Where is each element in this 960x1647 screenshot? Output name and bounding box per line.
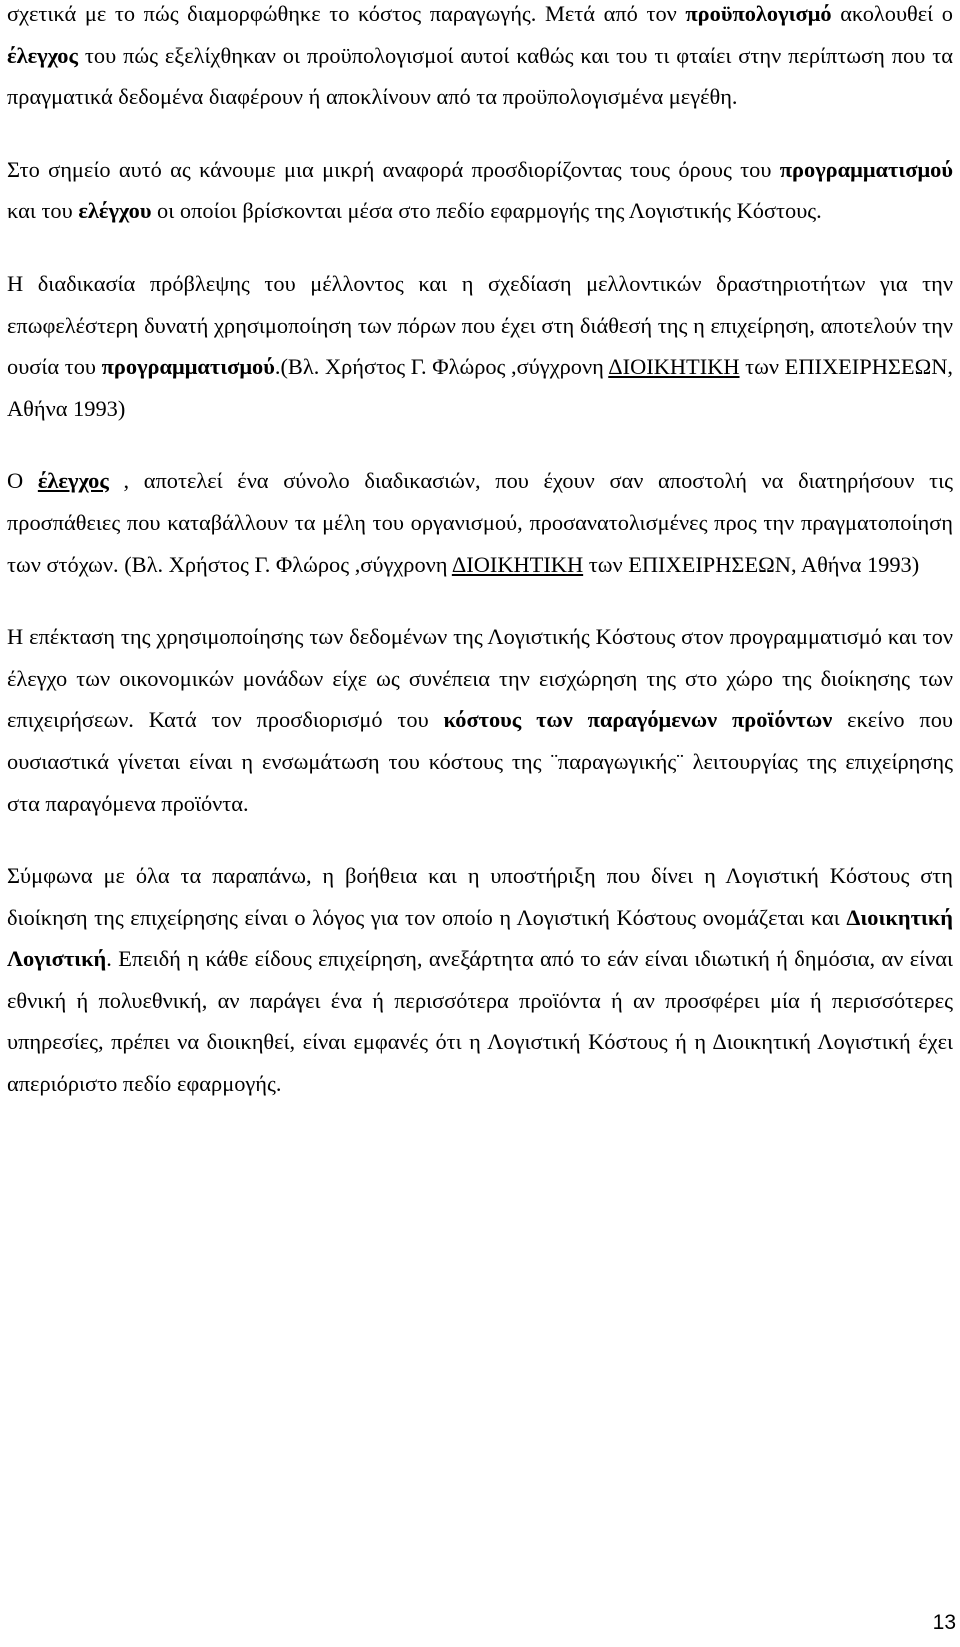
text-run: προγραμματισμού <box>779 156 953 182</box>
text-run: του πώς εξελίχθηκαν οι προϋπολογισμοί αυτοί καθώς και του τι φταίει στην περίπτωση που τα πραγματικά δεδομένα διαφέρουν ή αποκλίνουν από τα προϋπολογισμένα μεγέθη. <box>7 42 953 110</box>
text-run: ΔΙΟΙΚΗΤΙΚΗ <box>451 551 584 577</box>
document-page <box>7 0 953 1105</box>
text-run: σχετικά με το πώς διαμορφώθηκε το κόστος παραγωγής. Μετά από τον <box>7 1 686 26</box>
text-run: ΔΙΟΙΚΗΤΙΚΗ <box>608 354 740 380</box>
text-run: Διοικητική Λογιστική <box>7 904 953 972</box>
text-run: έλεγχος <box>37 468 109 494</box>
page-number: 13 <box>932 1611 956 1634</box>
text-run: των ΕΠΙΧΕΙΡΗΣΕΩΝ, Αθήνα 1993) <box>7 354 953 421</box>
paragraph-management-accounting <box>7 855 953 1105</box>
text-run: των ΕΠΙΧΕΙΡΗΣΕΩΝ, Αθήνα 1993) <box>583 551 920 577</box>
text-run: ακολουθεί ο <box>831 1 953 26</box>
text-run: Η διαδικασία πρόβλεψης του μέλλοντος και η σχεδίαση μελλοντικών δραστηριοτήτων για την επωφελέστερη δυνατή χρησιμοποίηση των πόρων που έχει στη διάθεσή της η επιχείρηση, αποτελούν την ουσία του <box>7 270 953 380</box>
text-run: Στο σημείο αυτό ας κάνουμε μια μικρή αναφορά προσδιορίζοντας τους όρους του <box>7 156 780 182</box>
text-run: προϋπολογισμό <box>685 1 832 26</box>
paragraph-control-definition <box>7 460 953 585</box>
text-run: και του <box>7 198 79 224</box>
text-run: Σύμφωνα με όλα τα παραπάνω, η βοήθεια και η υποστήριξη που δίνει η Λογιστική Κόστους στη διοίκηση της επιχείρησης είναι ο λόγος για τον οποίο η Λογιστική Κόστους ονομάζεται και <box>7 863 953 930</box>
paragraph-planning-control-terms <box>7 149 953 232</box>
text-run: Η επέκταση της χρησιμοποίησης των δεδομένων της Λογιστικής Κόστους στον προγραμματισμό και τον έλεγχο των οικονομικών μονάδων είχε ως συνέπεια την εισχώρηση της στο χώρο της διοίκησης των επιχειρήσεων. Κατά τον προσδιορισμό του <box>7 624 953 733</box>
paragraph-planning-definition <box>7 263 953 429</box>
text-run: έλεγχος <box>7 42 78 68</box>
text-run: ελέγχου <box>78 198 152 224</box>
text-run: κόστους των παραγόμενων προϊόντων <box>443 707 833 733</box>
paragraph-cost-accounting-extension <box>7 616 953 824</box>
text-run: Ο <box>7 468 38 494</box>
text-run: οι οποίοι βρίσκονται μέσα στο πεδίο εφαρμογής της Λογιστικής Κόστους. <box>151 198 822 224</box>
paragraph-cost-budget-control <box>7 0 953 118</box>
text-run: προγραμματισμού <box>101 354 275 380</box>
text-run: .(Βλ. Χρήστος Γ. Φλώρος ,σύγχρονη <box>274 354 609 380</box>
text-run: , αποτελεί ένα σύνολο διαδικασιών, που έχουν σαν αποστολή να διατηρήσουν τις προσπάθειες που καταβάλλουν τα μέλη του οργανισμού, προσανατολισμένες προς την πραγματοποίηση των στόχων. (Βλ. Χρήστος Γ. Φλώρος ,σύγχρονη <box>7 468 953 577</box>
text-run: . Επειδή η κάθε είδους επιχείρηση, ανεξάρτητα από το εάν είναι ιδιωτική ή δημόσια, αν είναι εθνική ή πολυεθνική, αν παράγει ένα ή περισσότερα προϊόντα ή αν προσφέρει μία ή περισσότερες υπηρεσίες, πρέπει να διοικηθεί, είναι εμφανές ότι η Λογιστική Κόστους ή η Διοικητική Λογιστική έχει απεριόριστο πεδίο εφαρμογής. <box>7 946 953 1097</box>
text-run: εκείνο που ουσιαστικά γίνεται είναι η ενσωμάτωση του κόστους της ¨παραγωγικής¨ λειτουργίας της επιχείρησης στα παραγόμενα προϊόντα. <box>7 707 953 816</box>
